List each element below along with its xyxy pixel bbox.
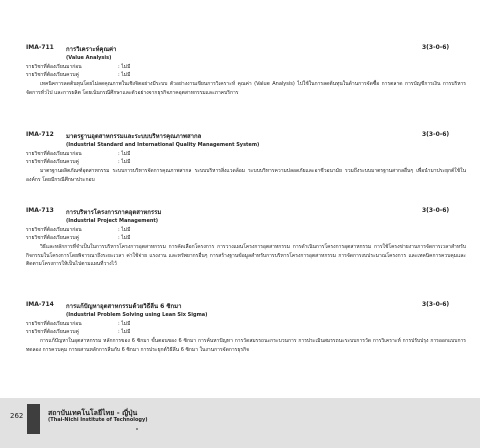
course-description: วิธีและหลักการที่จำเป็นในการบริหารโครงการอุตสาหกรรม การคัดเลือกโครงการ การวางแผนโครงการอุตสาหกรรม การดำเนินการโครงการอุตสาหกรรม การใช้โครงข่ายงานการจัดการเวลาสำหรับกิจกรรมในโครงการโดยพิจารณาถึงระยะเวลา ค่าใช้จ่าย แรงงาน และทรัพยากรอื่นๆ การสร้างฐานข้อมูลสำหรับการบริหารโครงการอุตสาหกรรม การจัดการงบประมาณโครงการ และเทคนิคการควบคุมและติดตามโครงการให้เป็นไปตามแผนที่วางไว้: [26, 244, 466, 267]
course-description: การแก้ปัญหาในอุตสาหกรรม หลักการของ 6 ซิกมา ขั้นตอนของ 6 ซิกมา การค้นหาปัญหา การวัดสมรรถนะกระบวนการ การประเมินสมรรถนะระบบการวัด การวิเคราะห์ การปรับปรุง การออกแบบการทดลอง การควบคุม การผสานหลักการลีนกับ 6 ซิกมา การประยุกต์วิธีลีน 6 ซิกมา ในงานการจัดการธุรกิจ: [26, 338, 466, 353]
course-description: มาตรฐานผลิตภัณฑ์อุตสาหกรรม ระบบการบริหารจัดการคุณภาพสากล ระบบบริหารสิ่งแวดล้อม ระบบบริหารความปลอดภัยและอาชีวอนามัย รวมถึงระบบมาตรฐานสากลอื่นๆ เพื่อนำมาประยุกต์ใช้ในองค์กร โดยมีกรณีศึกษาประกอบ: [26, 168, 466, 183]
course-header: [26, 207, 466, 217]
course-credits: 3(3-0-6): [422, 301, 450, 308]
prerequisite-row: [26, 150, 466, 158]
footer-accent-bar: [27, 404, 40, 434]
page-footer: [0, 398, 480, 448]
prerequisite-row: [26, 320, 466, 328]
course-header: [26, 301, 466, 311]
prerequisite-value: : ไม่มี: [118, 321, 131, 327]
course-credits: 3(3-0-6): [422, 207, 450, 214]
prerequisite-value: : ไม่มี: [118, 64, 131, 70]
course-credits: 3(3-0-6): [422, 44, 450, 51]
corequisite-value: : ไม่มี: [118, 329, 131, 335]
course-title-th: การแก้ปัญหาอุตสาหกรรมด้วยวิธีลีน 6 ซิกมา: [66, 303, 182, 310]
course-code: IMA-712: [26, 131, 54, 138]
course-title-th: การวิเคราะห์คุณค่า: [66, 46, 117, 53]
course-title-en: (Industrial Standard and International Quality Management System): [66, 142, 260, 148]
course-title-en: (Value Analysis): [66, 55, 112, 61]
prerequisite-label: รายวิชาที่ต้องเรียนมาก่อน: [26, 151, 82, 157]
course-ima-713: [26, 207, 466, 269]
course-title-th: มาตรฐานอุตสาหกรรมและระบบบริหารคุณภาพสากล: [66, 133, 202, 140]
footer-divider: [136, 428, 138, 430]
prerequisite-value: : ไม่มี: [118, 151, 131, 157]
institute-name-en: (Thai-Nichi Institute of Technology): [48, 417, 148, 423]
corequisite-row: [26, 71, 466, 79]
course-credits: 3(3-0-6): [422, 131, 450, 138]
corequisite-value: : ไม่มี: [118, 72, 131, 78]
corequisite-label: รายวิชาที่ต้องเรียนควบคู่: [26, 235, 79, 241]
corequisite-row: [26, 234, 466, 242]
course-code: IMA-713: [26, 207, 54, 214]
course-title-en: (Industrial Project Management): [66, 218, 159, 224]
corequisite-value: : ไม่มี: [118, 159, 131, 165]
course-header: [26, 44, 466, 54]
course-code: IMA-714: [26, 301, 54, 308]
course-description: เทคนิคการลดต้นทุนโดยไม่ลดคุณภาพในเชิงจิตอย่างมีระบบ ตัวอย่างงานเขียนการวิเคราะห์ คุณค่า (Value Analysis) ไปใช้ในการลดต้นทุนในด้านการจัดซื้อ การตลาด การบัญชีการเงิน การบริหารจัดการทั่วไป และการผลิต โดยเน้นกรณีศึกษาและตัวอย่างจากธุรกิจภาคอุตสาหกรรมและภาคบริการ: [26, 81, 466, 96]
prerequisite-label: รายวิชาที่ต้องเรียนมาก่อน: [26, 321, 82, 327]
prerequisite-row: [26, 226, 466, 234]
course-code: IMA-711: [26, 44, 54, 51]
corequisite-label: รายวิชาที่ต้องเรียนควบคู่: [26, 159, 79, 165]
course-ima-711: [26, 44, 466, 97]
course-ima-712: [26, 131, 466, 184]
corequisite-row: [26, 328, 466, 336]
corequisite-label: รายวิชาที่ต้องเรียนควบคู่: [26, 329, 79, 335]
prerequisite-value: : ไม่มี: [118, 227, 131, 233]
prerequisite-label: รายวิชาที่ต้องเรียนมาก่อน: [26, 227, 82, 233]
course-header: [26, 131, 466, 141]
course-title-th: การบริหารโครงการภาคอุตสาหกรรม: [66, 209, 162, 216]
course-title-en: (Industrial Problem Solving using Lean Six Sigma): [66, 312, 208, 318]
corequisite-value: : ไม่มี: [118, 235, 131, 241]
prerequisite-label: รายวิชาที่ต้องเรียนมาก่อน: [26, 64, 82, 70]
institute-name-th: สถาบันเทคโนโลยีไทย - ญี่ปุ่น: [48, 409, 138, 417]
corequisite-row: [26, 158, 466, 166]
corequisite-label: รายวิชาที่ต้องเรียนควบคู่: [26, 72, 79, 78]
course-ima-714: [26, 301, 466, 354]
prerequisite-row: [26, 63, 466, 71]
page-number: 262: [10, 412, 24, 420]
